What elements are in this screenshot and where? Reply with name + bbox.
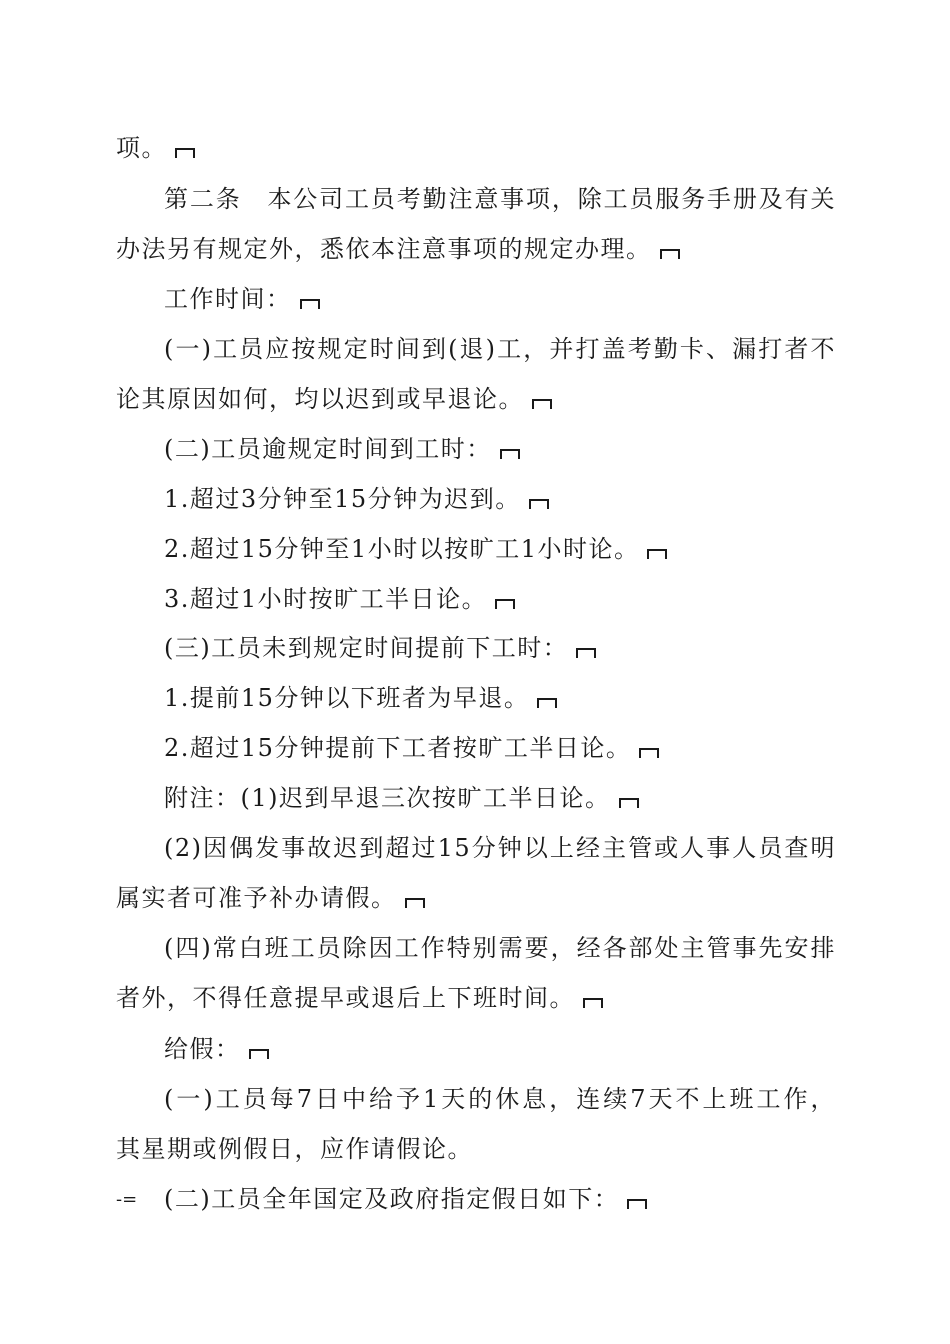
paragraph-line: (三)工员未到规定时间提前下工时： [164, 631, 836, 665]
paragraph-mark-icon [532, 399, 552, 409]
paragraph-line: 第二条 本公司工员考勤注意事项，除工员服务手册及有关 [164, 185, 836, 213]
paragraph-mark-icon [583, 998, 603, 1008]
paragraph-line: 论其原因如何，均以迟到或早退论。 [116, 382, 836, 416]
paragraph-mark-icon [660, 249, 680, 259]
paragraph-mark-icon [627, 1199, 647, 1209]
list-item: 2.超过15分钟提前下工者按旷工半日论。 [164, 731, 836, 765]
paragraph-mark-icon [300, 299, 320, 309]
list-item: 1.超过3分钟至15分钟为迟到。 [164, 482, 836, 516]
section-heading: 工作时间： [164, 282, 836, 316]
paragraph-mark-icon [249, 1049, 269, 1059]
paragraph-mark-icon [500, 449, 520, 459]
paragraph-line: (四)常白班工员除因工作特别需要，经各部处主管事先安排 [164, 934, 836, 962]
paragraph-line: 办法另有规定外，悉依本注意事项的规定办理。 [116, 232, 836, 266]
paragraph-line: 项。 [116, 131, 836, 165]
note-line: 附注：(1)迟到早退三次按旷工半日论。 [164, 781, 836, 815]
margin-mark: -= [116, 1189, 138, 1210]
paragraph-mark-icon [619, 798, 639, 808]
paragraph-line: 其星期或例假日，应作请假论。 [116, 1135, 473, 1163]
list-item: 2.超过15分钟至1小时以按旷工1小时论。 [164, 532, 836, 566]
paragraph-line: 属实者可准予补办请假。 [116, 881, 836, 915]
paragraph-mark-icon [175, 148, 195, 158]
list-item: 1.提前15分钟以下班者为早退。 [164, 681, 836, 715]
paragraph-line: (2)因偶发事故迟到超过15分钟以上经主管或人事人员查明 [164, 834, 836, 862]
paragraph-line: (二)工员全年国定及政府指定假日如下： [164, 1182, 836, 1216]
paragraph-mark-icon [529, 499, 549, 509]
section-heading: 给假： [164, 1032, 836, 1066]
list-item: 3.超过1小时按旷工半日论。 [164, 582, 836, 616]
paragraph-mark-icon [495, 599, 515, 609]
paragraph-mark-icon [537, 698, 557, 708]
paragraph-line: (一)工员应按规定时间到(退)工，并打盖考勤卡、漏打者不 [164, 335, 836, 363]
paragraph-mark-icon [405, 898, 425, 908]
paragraph-line: 者外，不得任意提早或退后上下班时间。 [116, 981, 836, 1015]
paragraph-mark-icon [639, 748, 659, 758]
paragraph-line: (二)工员逾规定时间到工时： [164, 432, 836, 466]
paragraph-mark-icon [647, 549, 667, 559]
paragraph-line: (一)工员每7日中给予1天的休息，连续7天不上班工作， [164, 1085, 836, 1113]
paragraph-mark-icon [576, 648, 596, 658]
